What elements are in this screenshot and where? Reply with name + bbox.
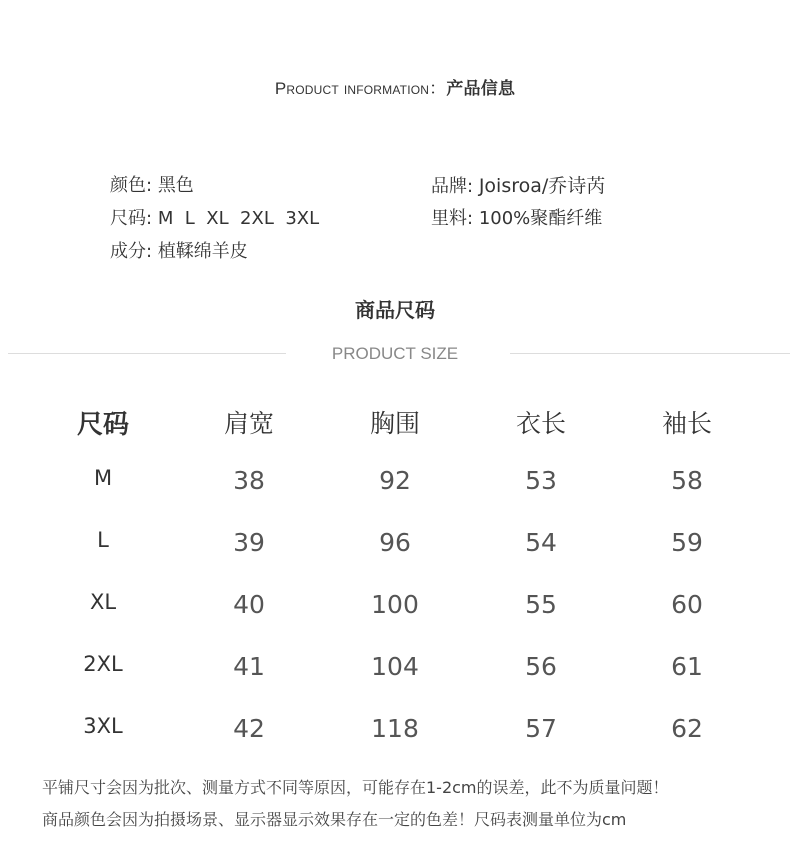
row-chest: 104	[371, 652, 419, 681]
row-size: XL	[89, 590, 117, 614]
row-sleeve: 61	[671, 652, 703, 681]
row-size: M	[93, 466, 113, 490]
header-shoulder: 肩宽	[223, 409, 274, 438]
row-sleeve: 60	[671, 590, 703, 619]
row-shoulder: 40	[233, 590, 265, 619]
table-row	[30, 528, 760, 568]
note-color-difference: 商品颜色会因为拍摄场景、显示器显示效果存在一定的色差！尺码表测量单位为cm	[42, 810, 627, 829]
info-color	[110, 171, 194, 197]
heading-chinese: 产品信息	[446, 79, 516, 99]
info-composition-value: 植鞣绵羊皮	[157, 241, 248, 262]
header-chest: 胸围	[369, 409, 420, 438]
size-section-subtitle: PRODUCT SIZE	[331, 344, 459, 363]
header-sleeve: 袖长	[661, 409, 712, 438]
info-sizes	[110, 204, 319, 230]
heading-english: Product information	[274, 79, 430, 98]
row-chest: 100	[371, 590, 419, 619]
row-chest: 118	[371, 714, 419, 743]
row-sleeve: 59	[671, 528, 703, 557]
table-row	[30, 652, 760, 692]
heading-separator: ：	[429, 79, 447, 99]
row-length: 56	[525, 652, 557, 681]
row-chest: 92	[379, 466, 411, 495]
row-length: 54	[525, 528, 557, 557]
info-color-label: 颜色:	[110, 175, 153, 196]
info-composition-label: 成分:	[110, 241, 153, 262]
row-chest: 96	[379, 528, 411, 557]
row-shoulder: 42	[233, 714, 265, 743]
header-length: 衣长	[515, 409, 566, 438]
row-size: L	[97, 528, 109, 552]
row-length: 53	[525, 466, 557, 495]
size-table-header	[30, 404, 760, 444]
table-row	[30, 466, 760, 506]
info-brand	[431, 171, 605, 198]
row-shoulder: 39	[233, 528, 265, 557]
row-shoulder: 41	[233, 652, 265, 681]
info-sizes-value: M L XL 2XL 3XL	[157, 208, 320, 229]
info-composition	[110, 237, 248, 263]
info-lining-label: 里料:	[431, 208, 474, 229]
header-size: 尺码	[76, 410, 129, 440]
info-brand-value: Joisroa/乔诗芮	[478, 175, 606, 197]
row-size: 3XL	[83, 714, 123, 738]
info-lining	[431, 204, 602, 230]
row-size: 2XL	[83, 652, 123, 676]
product-information-heading	[0, 74, 790, 99]
note-measurement-error: 平铺尺寸会因为批次、测量方式不同等原因，可能存在1-2cm的误差，此不为质量问题！	[42, 778, 669, 797]
table-row	[30, 714, 760, 754]
size-section-title: 商品尺码	[355, 298, 435, 322]
info-brand-label: 品牌:	[431, 176, 474, 197]
row-length: 55	[525, 590, 557, 619]
info-sizes-label: 尺码:	[110, 208, 153, 229]
row-shoulder: 38	[233, 466, 265, 495]
row-sleeve: 58	[671, 466, 703, 495]
table-row	[30, 590, 760, 630]
row-length: 57	[525, 714, 557, 743]
info-lining-value: 100%聚酯纤维	[478, 208, 603, 229]
row-sleeve: 62	[671, 714, 703, 743]
info-color-value: 黑色	[157, 175, 194, 196]
